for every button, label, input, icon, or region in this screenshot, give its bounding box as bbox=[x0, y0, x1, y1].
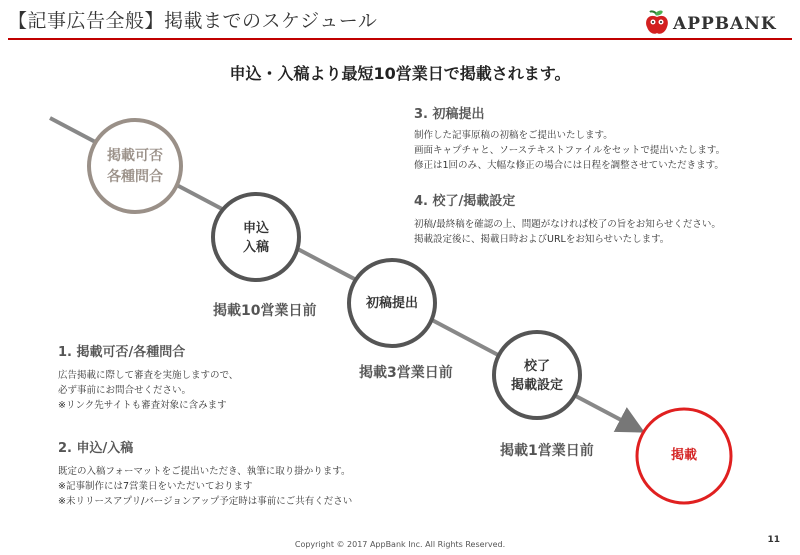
node-publish-label: 掲載 bbox=[670, 448, 697, 463]
headline: 申込・入稿より最短10営業日で掲載されます。 bbox=[229, 64, 571, 83]
section-4-body bbox=[414, 217, 721, 247]
section-1-line: 必ず事前にお問合せください。 bbox=[58, 385, 192, 396]
node-apply-label: 申込 入稿 bbox=[242, 221, 269, 255]
section-3-line: 制作した記事原稿の初稿をご提出いたします。 bbox=[414, 130, 613, 141]
section-4-line: 掲載設定後に、掲載日時およびURLをお知らせいたします。 bbox=[414, 234, 670, 245]
section-3-line: 修正は1回のみ、大幅な修正の場合には日程を調整させていただきます。 bbox=[414, 160, 724, 171]
section-2-body bbox=[58, 464, 352, 509]
days-label-apply: 掲載10営業日前 bbox=[213, 303, 317, 319]
section-1-title: 1. 掲載可否/各種問合 bbox=[58, 345, 186, 360]
logo-text: APPBANK bbox=[673, 14, 777, 34]
section-2-title: 2. 申込/入稿 bbox=[58, 441, 134, 456]
section-2-line: 既定の入稿フォーマットをご提出いただき、執筆に取り掛かります。 bbox=[58, 466, 351, 477]
section-1-line: ※リンク先サイトも審査対象に含みます bbox=[58, 400, 227, 411]
section-2-line: ※記事制作には7営業日をいただいております bbox=[58, 481, 253, 492]
section-4-title: 4. 校了/掲載設定 bbox=[414, 194, 516, 209]
node-inquiry-label: 掲載可否 各種問合 bbox=[107, 148, 163, 185]
section-4-line: 初稿/最終稿を確認の上、問題がなければ校了の旨をお知らせください。 bbox=[414, 219, 721, 230]
page-number: 11 bbox=[767, 535, 780, 545]
section-3-line: 画面キャプチャと、ソーステキストファイルをセットで提出いたします。 bbox=[414, 145, 726, 156]
page-title: 【記事広告全般】掲載までのスケジュール bbox=[8, 10, 378, 32]
node-draft-label: 初稿提出 bbox=[365, 296, 418, 311]
section-1-line: 広告掲載に際して審査を実施しますので、 bbox=[58, 370, 239, 381]
days-label-draft: 掲載3営業日前 bbox=[359, 365, 453, 381]
section-1-body bbox=[58, 368, 238, 413]
days-label-proof: 掲載1営業日前 bbox=[500, 443, 594, 459]
section-3-title: 3. 初稿提出 bbox=[414, 107, 485, 122]
section-2-line: ※未リリースアプリ/バージョンアップ予定時は事前にご共有ください bbox=[58, 496, 353, 507]
node-proof-label: 校了 掲載設定 bbox=[510, 359, 563, 393]
section-3-body bbox=[414, 128, 725, 173]
copyright-footer: Copyright © 2017 AppBank Inc. All Rights Reserved. bbox=[294, 540, 506, 549]
